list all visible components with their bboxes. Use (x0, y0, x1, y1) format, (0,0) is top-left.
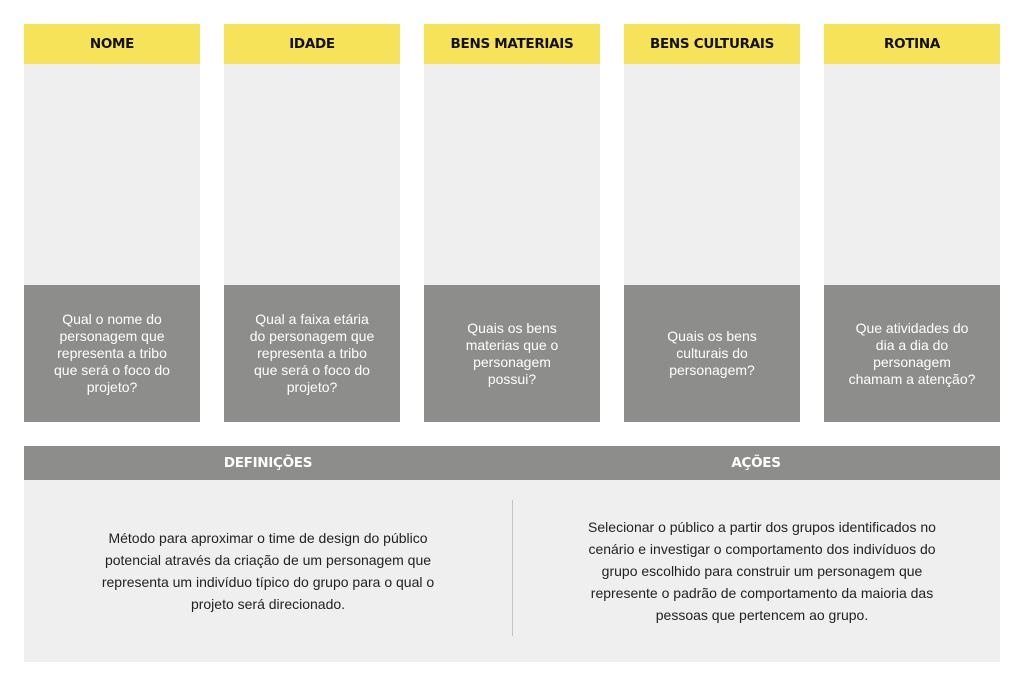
info-panel (24, 446, 1000, 662)
card-input-area-bens-materiais[interactable] (424, 64, 600, 285)
card-rotina (824, 24, 1000, 422)
card-header-idade: IDADE (224, 24, 400, 64)
card-bens-materiais (424, 24, 600, 422)
definicoes-text: Método para aproximar o time de design do público potencial através da criação de um personagem que representa um indivíduo típico do grupo para o qual o projeto será direcionado. (101, 530, 435, 612)
card-question-bens-materiais: Quais os bens materias que o personagem possui? (424, 285, 600, 422)
card-header-nome: NOME (24, 24, 200, 64)
card-header-bens-culturais: BENS CULTURAIS (624, 24, 800, 64)
info-panel-header (24, 446, 1000, 480)
card-question-rotina: Que atividades do dia a dia do personagem chamam a atenção? (824, 285, 1000, 422)
card-question-bens-culturais: Quais os bens culturais do personagem? (624, 285, 800, 422)
card-idade (224, 24, 400, 422)
panel-divider (512, 500, 513, 636)
acoes-text: Selecionar o público a partir dos grupos identificados no cenário e investigar o comportamento dos indivíduos do grupo escolhido para construir um personagem que represente o padrão de comportamento da maioria das pessoas que pertencem ao grupo. (588, 519, 936, 623)
card-question-idade: Qual a faixa etária do personagem que representa a tribo que será o foco do projeto? (224, 285, 400, 422)
card-question-nome: Qual o nome do personagem que representa a tribo que será o foco do projeto? (24, 285, 200, 422)
card-input-area-nome[interactable] (24, 64, 200, 285)
card-input-area-idade[interactable] (224, 64, 400, 285)
card-input-area-rotina[interactable] (824, 64, 1000, 285)
card-nome (24, 24, 200, 422)
acoes-title: AÇÕES (731, 455, 781, 471)
card-bens-culturais (624, 24, 800, 422)
card-input-area-bens-culturais[interactable] (624, 64, 800, 285)
card-header-bens-materiais: BENS MATERIAIS (424, 24, 600, 64)
card-header-rotina: ROTINA (824, 24, 1000, 64)
definicoes-title: DEFINIÇÕES (223, 455, 313, 471)
